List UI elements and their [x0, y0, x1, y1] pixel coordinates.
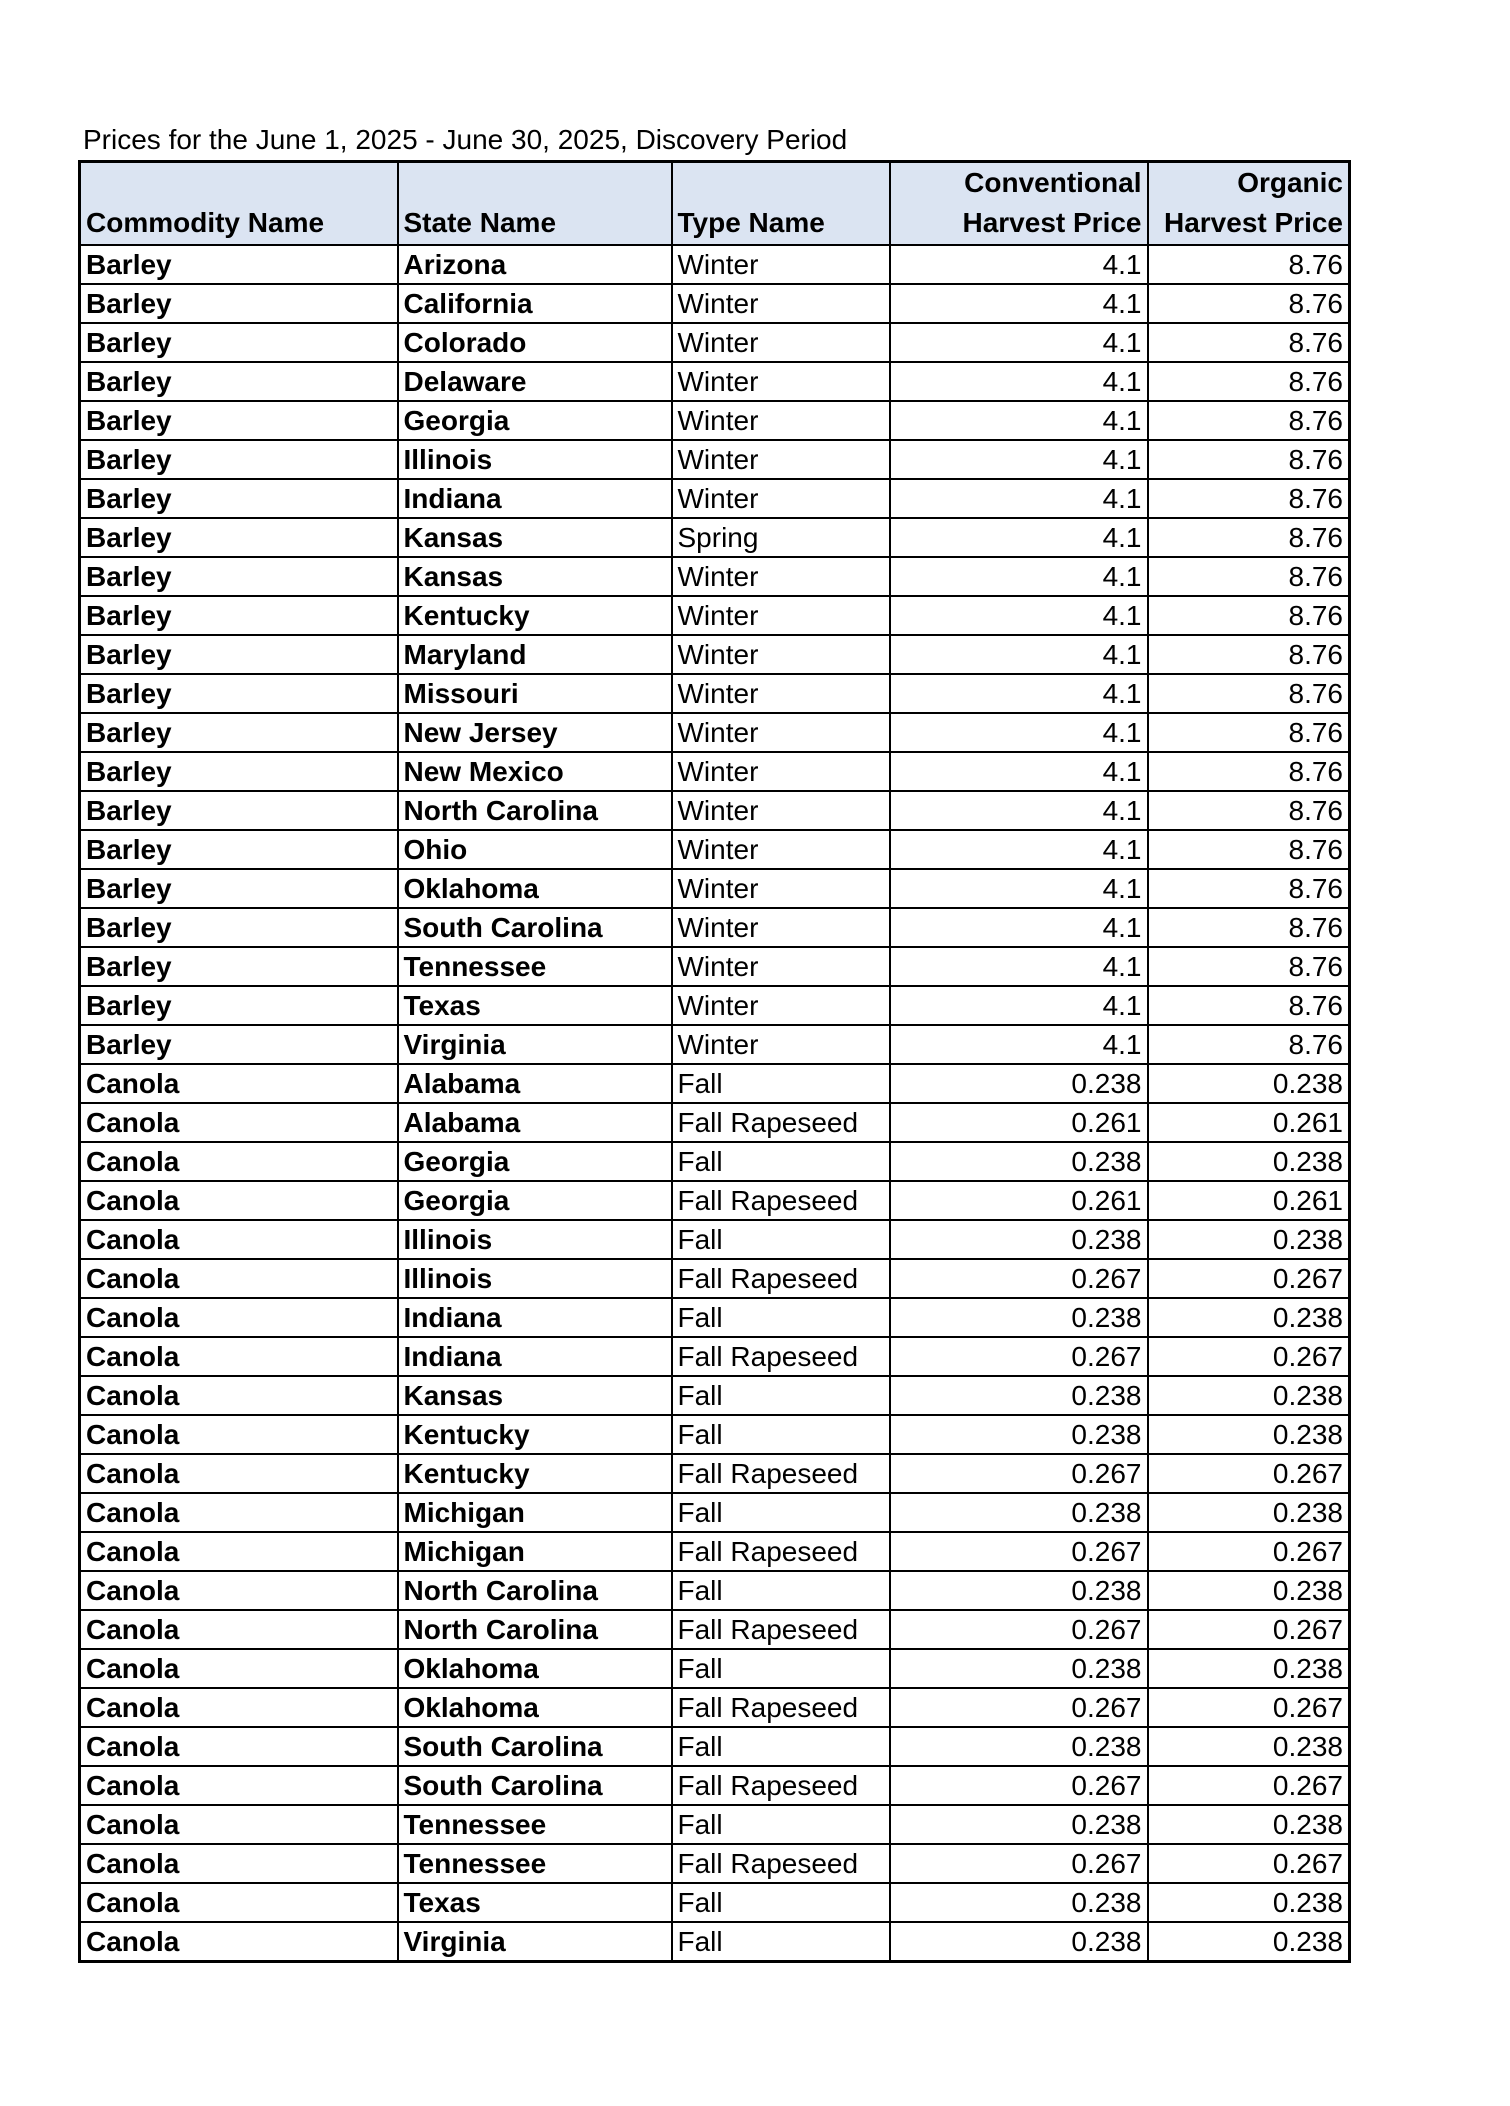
cell-organic-harvest-price: 0.238 [1148, 1649, 1350, 1688]
cell-commodity-name: Barley [80, 869, 398, 908]
cell-state-name: Virginia [398, 1922, 672, 1962]
cell-type-name: Fall [672, 1376, 890, 1415]
cell-state-name: South Carolina [398, 908, 672, 947]
cell-state-name: Alabama [398, 1103, 672, 1142]
cell-type-name: Winter [672, 1025, 890, 1064]
table-row [80, 1259, 1350, 1298]
header-state-name: State Name [398, 162, 672, 246]
cell-type-name: Fall [672, 1649, 890, 1688]
table-row [80, 752, 1350, 791]
cell-conventional-harvest-price: 4.1 [890, 908, 1148, 947]
cell-type-name: Fall [672, 1727, 890, 1766]
cell-organic-harvest-price: 8.76 [1148, 986, 1350, 1025]
cell-type-name: Spring [672, 518, 890, 557]
cell-commodity-name: Canola [80, 1493, 398, 1532]
header-organic-line1: Organic [1237, 167, 1343, 198]
cell-conventional-harvest-price: 4.1 [890, 362, 1148, 401]
cell-organic-harvest-price: 8.76 [1148, 791, 1350, 830]
cell-organic-harvest-price: 0.238 [1148, 1376, 1350, 1415]
table-row [80, 1337, 1350, 1376]
cell-organic-harvest-price: 0.238 [1148, 1064, 1350, 1103]
cell-commodity-name: Barley [80, 362, 398, 401]
cell-state-name: Alabama [398, 1064, 672, 1103]
cell-organic-harvest-price: 8.76 [1148, 869, 1350, 908]
cell-state-name: Colorado [398, 323, 672, 362]
cell-commodity-name: Canola [80, 1298, 398, 1337]
cell-state-name: Michigan [398, 1532, 672, 1571]
cell-commodity-name: Canola [80, 1220, 398, 1259]
cell-conventional-harvest-price: 0.238 [890, 1298, 1148, 1337]
cell-commodity-name: Canola [80, 1415, 398, 1454]
cell-conventional-harvest-price: 4.1 [890, 752, 1148, 791]
cell-commodity-name: Canola [80, 1181, 398, 1220]
table-row [80, 1805, 1350, 1844]
table-row [80, 869, 1350, 908]
header-type-label: Type Name [677, 207, 825, 238]
cell-type-name: Fall [672, 1220, 890, 1259]
cell-commodity-name: Canola [80, 1259, 398, 1298]
cell-commodity-name: Canola [80, 1532, 398, 1571]
cell-type-name: Winter [672, 947, 890, 986]
cell-conventional-harvest-price: 0.267 [890, 1259, 1148, 1298]
cell-type-name: Winter [672, 440, 890, 479]
cell-commodity-name: Barley [80, 323, 398, 362]
table-row [80, 986, 1350, 1025]
cell-organic-harvest-price: 8.76 [1148, 908, 1350, 947]
cell-state-name: Kansas [398, 1376, 672, 1415]
cell-organic-harvest-price: 0.238 [1148, 1415, 1350, 1454]
cell-commodity-name: Canola [80, 1103, 398, 1142]
cell-conventional-harvest-price: 4.1 [890, 440, 1148, 479]
cell-commodity-name: Barley [80, 947, 398, 986]
cell-commodity-name: Barley [80, 830, 398, 869]
cell-type-name: Winter [672, 986, 890, 1025]
cell-commodity-name: Canola [80, 1610, 398, 1649]
cell-type-name: Fall Rapeseed [672, 1766, 890, 1805]
cell-type-name: Fall Rapeseed [672, 1259, 890, 1298]
cell-type-name: Fall [672, 1415, 890, 1454]
table-row [80, 1181, 1350, 1220]
cell-state-name: Illinois [398, 1259, 672, 1298]
cell-organic-harvest-price: 8.76 [1148, 635, 1350, 674]
cell-state-name: Oklahoma [398, 1649, 672, 1688]
cell-commodity-name: Barley [80, 986, 398, 1025]
cell-type-name: Winter [672, 908, 890, 947]
table-row [80, 1103, 1350, 1142]
cell-organic-harvest-price: 8.76 [1148, 245, 1350, 284]
table-row [80, 440, 1350, 479]
table-row [80, 1883, 1350, 1922]
cell-organic-harvest-price: 8.76 [1148, 323, 1350, 362]
cell-organic-harvest-price: 0.261 [1148, 1181, 1350, 1220]
table-row [80, 284, 1350, 323]
cell-state-name: Missouri [398, 674, 672, 713]
table-row [80, 518, 1350, 557]
cell-type-name: Winter [672, 401, 890, 440]
cell-commodity-name: Barley [80, 713, 398, 752]
cell-conventional-harvest-price: 0.261 [890, 1181, 1148, 1220]
cell-organic-harvest-price: 0.238 [1148, 1493, 1350, 1532]
cell-conventional-harvest-price: 4.1 [890, 1025, 1148, 1064]
cell-commodity-name: Canola [80, 1766, 398, 1805]
cell-state-name: Kentucky [398, 1415, 672, 1454]
cell-organic-harvest-price: 8.76 [1148, 401, 1350, 440]
cell-type-name: Winter [672, 479, 890, 518]
table-row [80, 1649, 1350, 1688]
table-header [80, 162, 1350, 246]
cell-state-name: Illinois [398, 1220, 672, 1259]
cell-commodity-name: Barley [80, 557, 398, 596]
cell-type-name: Fall [672, 1142, 890, 1181]
table-row [80, 557, 1350, 596]
cell-organic-harvest-price: 0.267 [1148, 1766, 1350, 1805]
cell-type-name: Fall Rapeseed [672, 1181, 890, 1220]
cell-state-name: Indiana [398, 479, 672, 518]
cell-organic-harvest-price: 8.76 [1148, 440, 1350, 479]
cell-conventional-harvest-price: 0.238 [890, 1220, 1148, 1259]
cell-type-name: Fall [672, 1883, 890, 1922]
cell-conventional-harvest-price: 4.1 [890, 557, 1148, 596]
cell-commodity-name: Barley [80, 752, 398, 791]
cell-type-name: Winter [672, 635, 890, 674]
cell-conventional-harvest-price: 0.267 [890, 1454, 1148, 1493]
cell-type-name: Fall [672, 1922, 890, 1962]
cell-conventional-harvest-price: 4.1 [890, 323, 1148, 362]
cell-type-name: Winter [672, 284, 890, 323]
cell-commodity-name: Barley [80, 401, 398, 440]
table-row [80, 713, 1350, 752]
cell-state-name: North Carolina [398, 1571, 672, 1610]
cell-conventional-harvest-price: 4.1 [890, 284, 1148, 323]
cell-organic-harvest-price: 0.238 [1148, 1298, 1350, 1337]
cell-conventional-harvest-price: 4.1 [890, 401, 1148, 440]
price-table [78, 160, 1351, 1963]
cell-state-name: Oklahoma [398, 1688, 672, 1727]
cell-state-name: Indiana [398, 1337, 672, 1376]
cell-type-name: Fall Rapeseed [672, 1337, 890, 1376]
table-row [80, 1376, 1350, 1415]
cell-state-name: Kentucky [398, 1454, 672, 1493]
table-row [80, 947, 1350, 986]
cell-commodity-name: Canola [80, 1688, 398, 1727]
cell-conventional-harvest-price: 0.267 [890, 1688, 1148, 1727]
cell-organic-harvest-price: 0.267 [1148, 1337, 1350, 1376]
cell-type-name: Winter [672, 674, 890, 713]
table-row [80, 1454, 1350, 1493]
cell-state-name: Kansas [398, 557, 672, 596]
header-organic-harvest-price [1148, 162, 1350, 246]
cell-conventional-harvest-price: 0.267 [890, 1844, 1148, 1883]
cell-commodity-name: Barley [80, 674, 398, 713]
cell-commodity-name: Barley [80, 791, 398, 830]
table-row [80, 1493, 1350, 1532]
table-row [80, 596, 1350, 635]
table-row [80, 245, 1350, 284]
cell-organic-harvest-price: 0.261 [1148, 1103, 1350, 1142]
header-row [80, 162, 1350, 246]
cell-conventional-harvest-price: 0.267 [890, 1610, 1148, 1649]
cell-organic-harvest-price: 8.76 [1148, 596, 1350, 635]
cell-state-name: Michigan [398, 1493, 672, 1532]
cell-type-name: Fall Rapeseed [672, 1103, 890, 1142]
cell-commodity-name: Barley [80, 1025, 398, 1064]
cell-state-name: South Carolina [398, 1766, 672, 1805]
table-row [80, 1610, 1350, 1649]
cell-state-name: Virginia [398, 1025, 672, 1064]
table-row [80, 362, 1350, 401]
table-row [80, 635, 1350, 674]
cell-commodity-name: Canola [80, 1922, 398, 1962]
table-row [80, 1298, 1350, 1337]
header-conventional-line2: Harvest Price [962, 207, 1142, 238]
cell-organic-harvest-price: 0.238 [1148, 1727, 1350, 1766]
cell-organic-harvest-price: 8.76 [1148, 362, 1350, 401]
cell-commodity-name: Canola [80, 1883, 398, 1922]
cell-type-name: Fall Rapeseed [672, 1688, 890, 1727]
cell-organic-harvest-price: 0.238 [1148, 1142, 1350, 1181]
cell-state-name: Texas [398, 986, 672, 1025]
cell-commodity-name: Canola [80, 1649, 398, 1688]
cell-type-name: Fall [672, 1064, 890, 1103]
table-row [80, 1142, 1350, 1181]
table-row [80, 1415, 1350, 1454]
cell-state-name: Arizona [398, 245, 672, 284]
cell-conventional-harvest-price: 0.238 [890, 1883, 1148, 1922]
cell-type-name: Fall [672, 1493, 890, 1532]
cell-conventional-harvest-price: 0.238 [890, 1376, 1148, 1415]
cell-conventional-harvest-price: 4.1 [890, 869, 1148, 908]
table-row [80, 674, 1350, 713]
cell-state-name: North Carolina [398, 1610, 672, 1649]
cell-conventional-harvest-price: 4.1 [890, 986, 1148, 1025]
cell-commodity-name: Barley [80, 440, 398, 479]
cell-organic-harvest-price: 8.76 [1148, 557, 1350, 596]
cell-type-name: Winter [672, 713, 890, 752]
cell-organic-harvest-price: 0.238 [1148, 1220, 1350, 1259]
cell-organic-harvest-price: 0.238 [1148, 1922, 1350, 1962]
cell-organic-harvest-price: 0.267 [1148, 1532, 1350, 1571]
cell-conventional-harvest-price: 0.238 [890, 1142, 1148, 1181]
cell-state-name: Ohio [398, 830, 672, 869]
cell-conventional-harvest-price: 4.1 [890, 596, 1148, 635]
cell-type-name: Fall [672, 1298, 890, 1337]
cell-organic-harvest-price: 0.267 [1148, 1454, 1350, 1493]
cell-state-name: Kansas [398, 518, 672, 557]
cell-organic-harvest-price: 0.238 [1148, 1571, 1350, 1610]
table-row [80, 401, 1350, 440]
cell-conventional-harvest-price: 0.261 [890, 1103, 1148, 1142]
table-row [80, 1220, 1350, 1259]
cell-conventional-harvest-price: 4.1 [890, 674, 1148, 713]
cell-type-name: Winter [672, 245, 890, 284]
cell-organic-harvest-price: 8.76 [1148, 479, 1350, 518]
table-row [80, 1766, 1350, 1805]
cell-state-name: Georgia [398, 401, 672, 440]
page-title: Prices for the June 1, 2025 - June 30, 2025, Discovery Period [83, 124, 848, 155]
cell-type-name: Winter [672, 791, 890, 830]
cell-conventional-harvest-price: 0.238 [890, 1727, 1148, 1766]
cell-state-name: New Jersey [398, 713, 672, 752]
cell-organic-harvest-price: 8.76 [1148, 713, 1350, 752]
cell-state-name: Georgia [398, 1142, 672, 1181]
cell-organic-harvest-price: 0.238 [1148, 1805, 1350, 1844]
cell-state-name: New Mexico [398, 752, 672, 791]
cell-type-name: Winter [672, 323, 890, 362]
cell-commodity-name: Barley [80, 518, 398, 557]
cell-state-name: North Carolina [398, 791, 672, 830]
cell-conventional-harvest-price: 0.267 [890, 1337, 1148, 1376]
cell-organic-harvest-price: 8.76 [1148, 1025, 1350, 1064]
cell-conventional-harvest-price: 0.267 [890, 1766, 1148, 1805]
cell-state-name: Indiana [398, 1298, 672, 1337]
cell-conventional-harvest-price: 4.1 [890, 479, 1148, 518]
cell-type-name: Winter [672, 557, 890, 596]
table-row [80, 323, 1350, 362]
cell-organic-harvest-price: 0.267 [1148, 1610, 1350, 1649]
cell-conventional-harvest-price: 4.1 [890, 791, 1148, 830]
cell-commodity-name: Canola [80, 1844, 398, 1883]
cell-conventional-harvest-price: 4.1 [890, 947, 1148, 986]
cell-commodity-name: Canola [80, 1805, 398, 1844]
cell-type-name: Fall Rapeseed [672, 1844, 890, 1883]
header-commodity-name: Commodity Name [80, 162, 398, 246]
cell-conventional-harvest-price: 4.1 [890, 518, 1148, 557]
cell-conventional-harvest-price: 0.238 [890, 1415, 1148, 1454]
cell-organic-harvest-price: 8.76 [1148, 518, 1350, 557]
cell-conventional-harvest-price: 0.238 [890, 1649, 1148, 1688]
cell-state-name: Georgia [398, 1181, 672, 1220]
cell-organic-harvest-price: 0.267 [1148, 1844, 1350, 1883]
cell-commodity-name: Barley [80, 245, 398, 284]
header-type-name [672, 162, 890, 246]
cell-organic-harvest-price: 0.238 [1148, 1883, 1350, 1922]
table-row [80, 1922, 1350, 1962]
cell-commodity-name: Canola [80, 1064, 398, 1103]
cell-state-name: Maryland [398, 635, 672, 674]
cell-commodity-name: Canola [80, 1376, 398, 1415]
cell-type-name: Winter [672, 869, 890, 908]
cell-type-name: Fall [672, 1571, 890, 1610]
cell-commodity-name: Canola [80, 1142, 398, 1181]
cell-commodity-name: Canola [80, 1571, 398, 1610]
cell-commodity-name: Canola [80, 1337, 398, 1376]
header-conventional-harvest-price [890, 162, 1148, 246]
table-row [80, 1532, 1350, 1571]
cell-conventional-harvest-price: 0.238 [890, 1571, 1148, 1610]
cell-state-name: South Carolina [398, 1727, 672, 1766]
cell-state-name: Oklahoma [398, 869, 672, 908]
cell-type-name: Winter [672, 752, 890, 791]
cell-state-name: Tennessee [398, 947, 672, 986]
cell-type-name: Fall Rapeseed [672, 1454, 890, 1493]
cell-type-name: Fall [672, 1805, 890, 1844]
table-body [80, 245, 1350, 1962]
table-row [80, 1571, 1350, 1610]
table-row [80, 1844, 1350, 1883]
cell-organic-harvest-price: 0.267 [1148, 1259, 1350, 1298]
header-conventional-line1: Conventional [964, 167, 1142, 198]
cell-commodity-name: Canola [80, 1727, 398, 1766]
cell-state-name: Illinois [398, 440, 672, 479]
table-row [80, 1727, 1350, 1766]
cell-organic-harvest-price: 8.76 [1148, 674, 1350, 713]
table-row [80, 830, 1350, 869]
cell-conventional-harvest-price: 4.1 [890, 635, 1148, 674]
cell-conventional-harvest-price: 4.1 [890, 245, 1148, 284]
cell-organic-harvest-price: 8.76 [1148, 947, 1350, 986]
cell-organic-harvest-price: 0.267 [1148, 1688, 1350, 1727]
table-row [80, 1025, 1350, 1064]
cell-conventional-harvest-price: 0.238 [890, 1064, 1148, 1103]
cell-type-name: Winter [672, 596, 890, 635]
table-row [80, 1688, 1350, 1727]
header-organic-line2: Harvest Price [1163, 207, 1343, 238]
cell-commodity-name: Barley [80, 635, 398, 674]
table-row [80, 479, 1350, 518]
cell-state-name: Kentucky [398, 596, 672, 635]
cell-commodity-name: Barley [80, 284, 398, 323]
cell-state-name: Tennessee [398, 1844, 672, 1883]
cell-conventional-harvest-price: 0.238 [890, 1805, 1148, 1844]
cell-commodity-name: Barley [80, 596, 398, 635]
cell-state-name: Delaware [398, 362, 672, 401]
cell-conventional-harvest-price: 4.1 [890, 713, 1148, 752]
cell-state-name: California [398, 284, 672, 323]
cell-organic-harvest-price: 8.76 [1148, 830, 1350, 869]
table-row [80, 908, 1350, 947]
cell-state-name: Tennessee [398, 1805, 672, 1844]
cell-commodity-name: Barley [80, 908, 398, 947]
cell-commodity-name: Barley [80, 479, 398, 518]
cell-type-name: Fall Rapeseed [672, 1610, 890, 1649]
cell-type-name: Winter [672, 362, 890, 401]
cell-organic-harvest-price: 8.76 [1148, 284, 1350, 323]
cell-conventional-harvest-price: 0.238 [890, 1493, 1148, 1532]
cell-conventional-harvest-price: 4.1 [890, 830, 1148, 869]
table-row [80, 791, 1350, 830]
cell-organic-harvest-price: 8.76 [1148, 752, 1350, 791]
cell-type-name: Winter [672, 830, 890, 869]
cell-state-name: Texas [398, 1883, 672, 1922]
cell-conventional-harvest-price: 0.238 [890, 1922, 1148, 1962]
table-row [80, 1064, 1350, 1103]
cell-type-name: Fall Rapeseed [672, 1532, 890, 1571]
cell-commodity-name: Canola [80, 1454, 398, 1493]
cell-conventional-harvest-price: 0.267 [890, 1532, 1148, 1571]
